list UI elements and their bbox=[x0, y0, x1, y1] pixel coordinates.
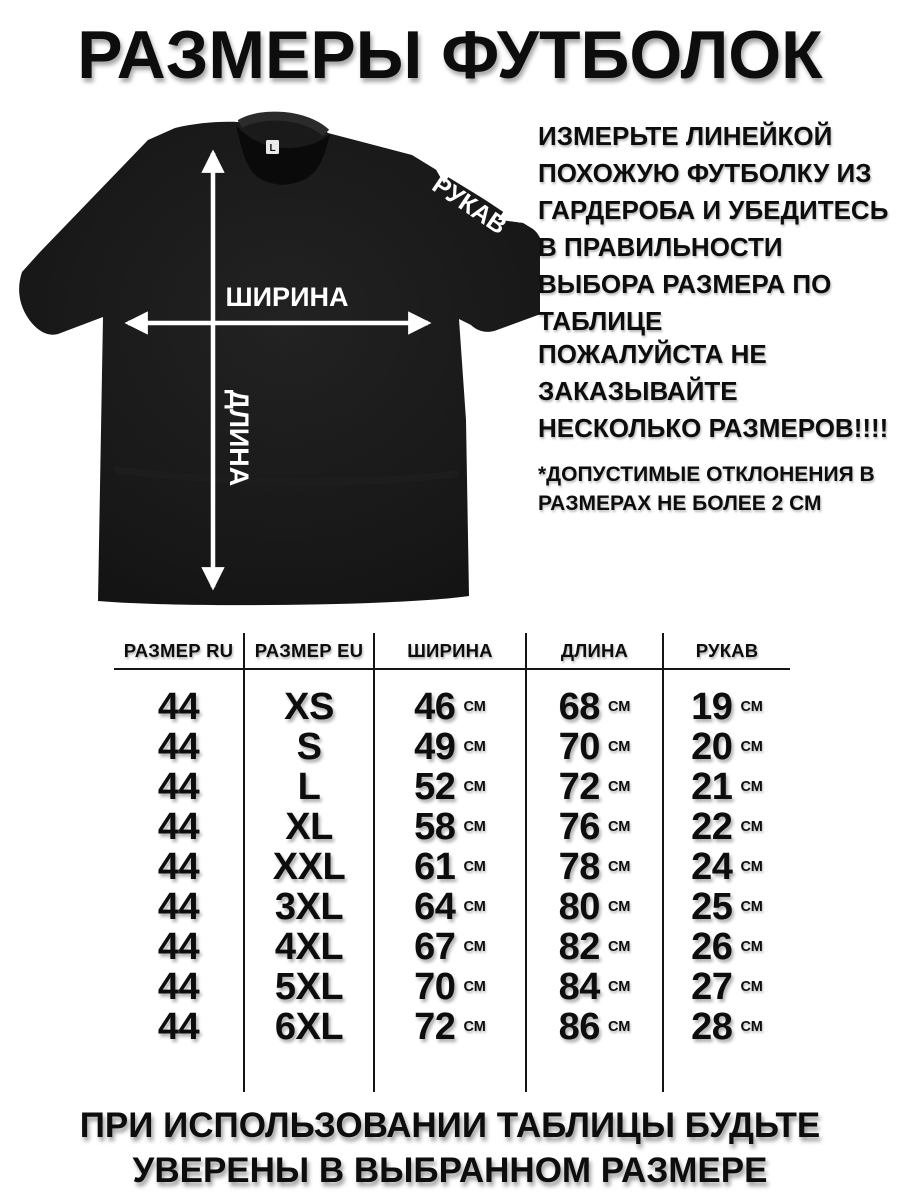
size-ru-value: 44 bbox=[157, 846, 200, 888]
cell-sleeve bbox=[664, 967, 790, 1007]
width-value: 52 bbox=[414, 766, 456, 808]
sleeve-value: 21 bbox=[691, 766, 733, 808]
size-eu-value: 3XL bbox=[274, 886, 344, 928]
table-row bbox=[114, 847, 790, 887]
width-value: 61 bbox=[414, 846, 456, 888]
length-arrow-label: ДЛИНА bbox=[224, 389, 254, 487]
width-arrow-label: ШИРИНА bbox=[225, 282, 349, 312]
header-cell-size-ru bbox=[114, 633, 245, 670]
length-value: 72 bbox=[558, 766, 600, 808]
length-value: 76 bbox=[558, 806, 600, 848]
cell-length bbox=[527, 887, 664, 927]
size-eu-value: 4XL bbox=[274, 926, 344, 968]
width-unit: СМ bbox=[463, 778, 486, 795]
page-title: РАЗМЕРЫ ФУТБОЛОК bbox=[77, 17, 823, 93]
cell-size-eu bbox=[245, 727, 375, 767]
width-value: 72 bbox=[414, 1006, 456, 1048]
sleeve-value: 22 bbox=[691, 806, 733, 848]
cell-size-eu bbox=[245, 767, 375, 807]
size-ru-value: 44 bbox=[157, 766, 200, 808]
sleeve-value: 26 bbox=[691, 926, 733, 968]
cell-size-ru bbox=[114, 767, 245, 807]
cell-size-ru bbox=[114, 847, 245, 887]
cell-length bbox=[527, 967, 664, 1007]
table-row bbox=[114, 967, 790, 1007]
cell-sleeve bbox=[664, 727, 790, 767]
length-value: 80 bbox=[558, 886, 600, 928]
table-row bbox=[114, 687, 790, 727]
cell-sleeve bbox=[664, 1007, 790, 1047]
header-cell-width bbox=[375, 633, 527, 670]
cell-width bbox=[375, 887, 527, 927]
cell-length bbox=[527, 847, 664, 887]
length-unit: СМ bbox=[607, 978, 631, 995]
filler-cell bbox=[245, 1047, 375, 1092]
cell-size-eu bbox=[245, 807, 375, 847]
length-unit: СМ bbox=[607, 938, 631, 955]
cell-size-eu bbox=[245, 967, 375, 1007]
sleeve-value: 24 bbox=[691, 846, 733, 888]
filler-cell bbox=[114, 1047, 245, 1092]
length-unit: СМ bbox=[607, 818, 631, 835]
sleeve-unit: СМ bbox=[740, 1018, 763, 1035]
sleeve-value: 28 bbox=[691, 1006, 733, 1048]
footer-line: УВЕРЕНЫ В ВЫБРАННОМ РАЗМЕРЕ bbox=[132, 1151, 768, 1190]
sleeve-unit: СМ bbox=[740, 698, 763, 715]
size-ru-value: 44 bbox=[157, 886, 200, 928]
length-value: 82 bbox=[558, 926, 600, 968]
spacer-cell bbox=[114, 670, 245, 687]
sleeve-unit: СМ bbox=[740, 818, 763, 835]
table-header-row bbox=[114, 633, 790, 670]
size-eu-value: XL bbox=[285, 806, 333, 848]
footer-line: ПРИ ИСПОЛЬЗОВАНИИ ТАБЛИЦЫ БУДЬТЕ bbox=[79, 1106, 821, 1145]
tshirt-measurement-diagram bbox=[0, 105, 540, 625]
cell-size-eu bbox=[245, 927, 375, 967]
size-ru-value: 44 bbox=[157, 726, 200, 768]
width-unit: СМ bbox=[463, 898, 486, 915]
cell-size-eu bbox=[245, 1007, 375, 1047]
width-unit: СМ bbox=[463, 1018, 486, 1035]
spacer-cell bbox=[664, 670, 790, 687]
cell-size-eu bbox=[245, 687, 375, 727]
header-cell-length bbox=[527, 633, 664, 670]
sleeve-unit: СМ bbox=[740, 738, 763, 755]
cell-width bbox=[375, 767, 527, 807]
length-unit: СМ bbox=[607, 858, 631, 875]
sleeve-unit: СМ bbox=[740, 898, 763, 915]
table-row bbox=[114, 807, 790, 847]
measure-instructions bbox=[538, 118, 888, 340]
cell-length bbox=[527, 727, 664, 767]
table-row bbox=[114, 927, 790, 967]
width-unit: СМ bbox=[463, 818, 486, 835]
cell-size-ru bbox=[114, 687, 245, 727]
size-eu-value: 6XL bbox=[274, 1006, 344, 1048]
length-unit: СМ bbox=[607, 898, 631, 915]
table-row bbox=[114, 887, 790, 927]
spacer-cell bbox=[527, 670, 664, 687]
width-unit: СМ bbox=[463, 858, 486, 875]
note-line: *ДОПУСТИМЫЕ ОТКЛОНЕНИЯ В bbox=[538, 463, 875, 486]
length-value: 68 bbox=[558, 686, 600, 728]
cell-length bbox=[527, 687, 664, 727]
sleeve-unit: СМ bbox=[740, 778, 763, 795]
size-ru-value: 44 bbox=[157, 686, 200, 728]
instruction-line: ГАРДЕРОБА И УБЕДИТЕСЬ bbox=[538, 195, 889, 225]
cell-width bbox=[375, 687, 527, 727]
size-eu-value: S bbox=[296, 726, 322, 768]
instruction-line: ИЗМЕРЬТЕ ЛИНЕЙКОЙ bbox=[538, 121, 833, 151]
tshirt-diagram-svg bbox=[0, 105, 540, 625]
size-eu-value: 5XL bbox=[274, 966, 344, 1008]
table-spacer-row bbox=[114, 670, 790, 687]
size-eu-value: XS bbox=[284, 686, 334, 728]
header-label: ШИРИНА bbox=[407, 639, 493, 661]
instruction-line: ПОХОЖУЮ ФУТБОЛКУ ИЗ bbox=[538, 158, 872, 188]
instruction-line: ВЫБОРА РАЗМЕРА ПО bbox=[538, 269, 832, 299]
spacer-cell bbox=[245, 670, 375, 687]
length-unit: СМ bbox=[607, 1018, 631, 1035]
cell-sleeve bbox=[664, 847, 790, 887]
cell-width bbox=[375, 967, 527, 1007]
length-value: 70 bbox=[558, 726, 600, 768]
table-body bbox=[114, 687, 790, 1047]
filler-cell bbox=[664, 1047, 790, 1092]
size-ru-value: 44 bbox=[157, 806, 200, 848]
cell-length bbox=[527, 807, 664, 847]
header-label: РАЗМЕР EU bbox=[254, 639, 364, 661]
width-value: 46 bbox=[414, 686, 456, 728]
sleeve-value: 19 bbox=[691, 686, 733, 728]
warning-line: ПОЖАЛУЙСТА НЕ bbox=[538, 339, 767, 369]
cell-width bbox=[375, 927, 527, 967]
cell-size-ru bbox=[114, 887, 245, 927]
sleeve-value: 25 bbox=[691, 886, 733, 928]
width-unit: СМ bbox=[463, 698, 486, 715]
tolerance-note bbox=[538, 460, 888, 518]
length-value: 78 bbox=[558, 846, 600, 888]
footer-notice bbox=[0, 1103, 900, 1193]
note-line: РАЗМЕРАХ НЕ БОЛЕЕ 2 СМ bbox=[538, 492, 822, 515]
cell-size-ru bbox=[114, 1007, 245, 1047]
size-table bbox=[114, 633, 790, 1092]
header-cell-sleeve bbox=[664, 633, 790, 670]
instruction-line: ТАБЛИЦЕ bbox=[538, 306, 663, 336]
width-value: 64 bbox=[414, 886, 456, 928]
warning-text bbox=[538, 336, 888, 447]
size-eu-value: L bbox=[297, 766, 321, 808]
width-value: 49 bbox=[414, 726, 456, 768]
cell-sleeve bbox=[664, 807, 790, 847]
filler-cell bbox=[375, 1047, 527, 1092]
length-unit: СМ bbox=[607, 738, 631, 755]
size-eu-value: XXL bbox=[272, 846, 346, 888]
header-label: ДЛИНА bbox=[560, 639, 629, 661]
table-filler-row bbox=[114, 1047, 790, 1092]
instruction-line: В ПРАВИЛЬНОСТИ bbox=[538, 232, 783, 262]
sleeve-value: 27 bbox=[691, 966, 733, 1008]
table-row bbox=[114, 767, 790, 807]
cell-sleeve bbox=[664, 927, 790, 967]
spacer-cell bbox=[375, 670, 527, 687]
header-label: РАЗМЕР RU bbox=[123, 639, 234, 661]
warning-line: ЗАКАЗЫВАЙТЕ bbox=[538, 376, 738, 406]
sleeve-arrow-label: РУКАВ bbox=[427, 170, 512, 241]
cell-width bbox=[375, 807, 527, 847]
sleeve-unit: СМ bbox=[740, 938, 763, 955]
cell-size-ru bbox=[114, 967, 245, 1007]
cell-size-ru bbox=[114, 927, 245, 967]
cell-sleeve bbox=[664, 687, 790, 727]
length-unit: СМ bbox=[607, 778, 631, 795]
size-ru-value: 44 bbox=[157, 926, 200, 968]
cell-width bbox=[375, 847, 527, 887]
size-ru-value: 44 bbox=[157, 1006, 200, 1048]
warning-line: НЕСКОЛЬКО РАЗМЕРОВ!!!! bbox=[538, 413, 889, 443]
sleeve-unit: СМ bbox=[740, 978, 763, 995]
filler-cell bbox=[527, 1047, 664, 1092]
collar-tag-label: L bbox=[269, 143, 276, 154]
sleeve-unit: СМ bbox=[740, 858, 763, 875]
width-value: 58 bbox=[414, 806, 456, 848]
width-value: 67 bbox=[414, 926, 456, 968]
cell-width bbox=[375, 1007, 527, 1047]
width-unit: СМ bbox=[463, 938, 486, 955]
cell-size-eu bbox=[245, 887, 375, 927]
table-row bbox=[114, 1007, 790, 1047]
length-value: 86 bbox=[558, 1006, 600, 1048]
cell-size-eu bbox=[245, 847, 375, 887]
width-unit: СМ bbox=[463, 738, 486, 755]
cell-length bbox=[527, 927, 664, 967]
cell-sleeve bbox=[664, 767, 790, 807]
size-ru-value: 44 bbox=[157, 966, 200, 1008]
length-unit: СМ bbox=[607, 698, 631, 715]
cell-length bbox=[527, 1007, 664, 1047]
header-cell-size-eu bbox=[245, 633, 375, 670]
width-unit: СМ bbox=[463, 978, 486, 995]
sleeve-value: 20 bbox=[691, 726, 733, 768]
cell-width bbox=[375, 727, 527, 767]
table-row bbox=[114, 727, 790, 767]
cell-sleeve bbox=[664, 887, 790, 927]
header-label: РУКАВ bbox=[695, 639, 759, 661]
cell-size-ru bbox=[114, 807, 245, 847]
width-value: 70 bbox=[414, 966, 456, 1008]
cell-size-ru bbox=[114, 727, 245, 767]
cell-length bbox=[527, 767, 664, 807]
length-value: 84 bbox=[558, 966, 600, 1008]
